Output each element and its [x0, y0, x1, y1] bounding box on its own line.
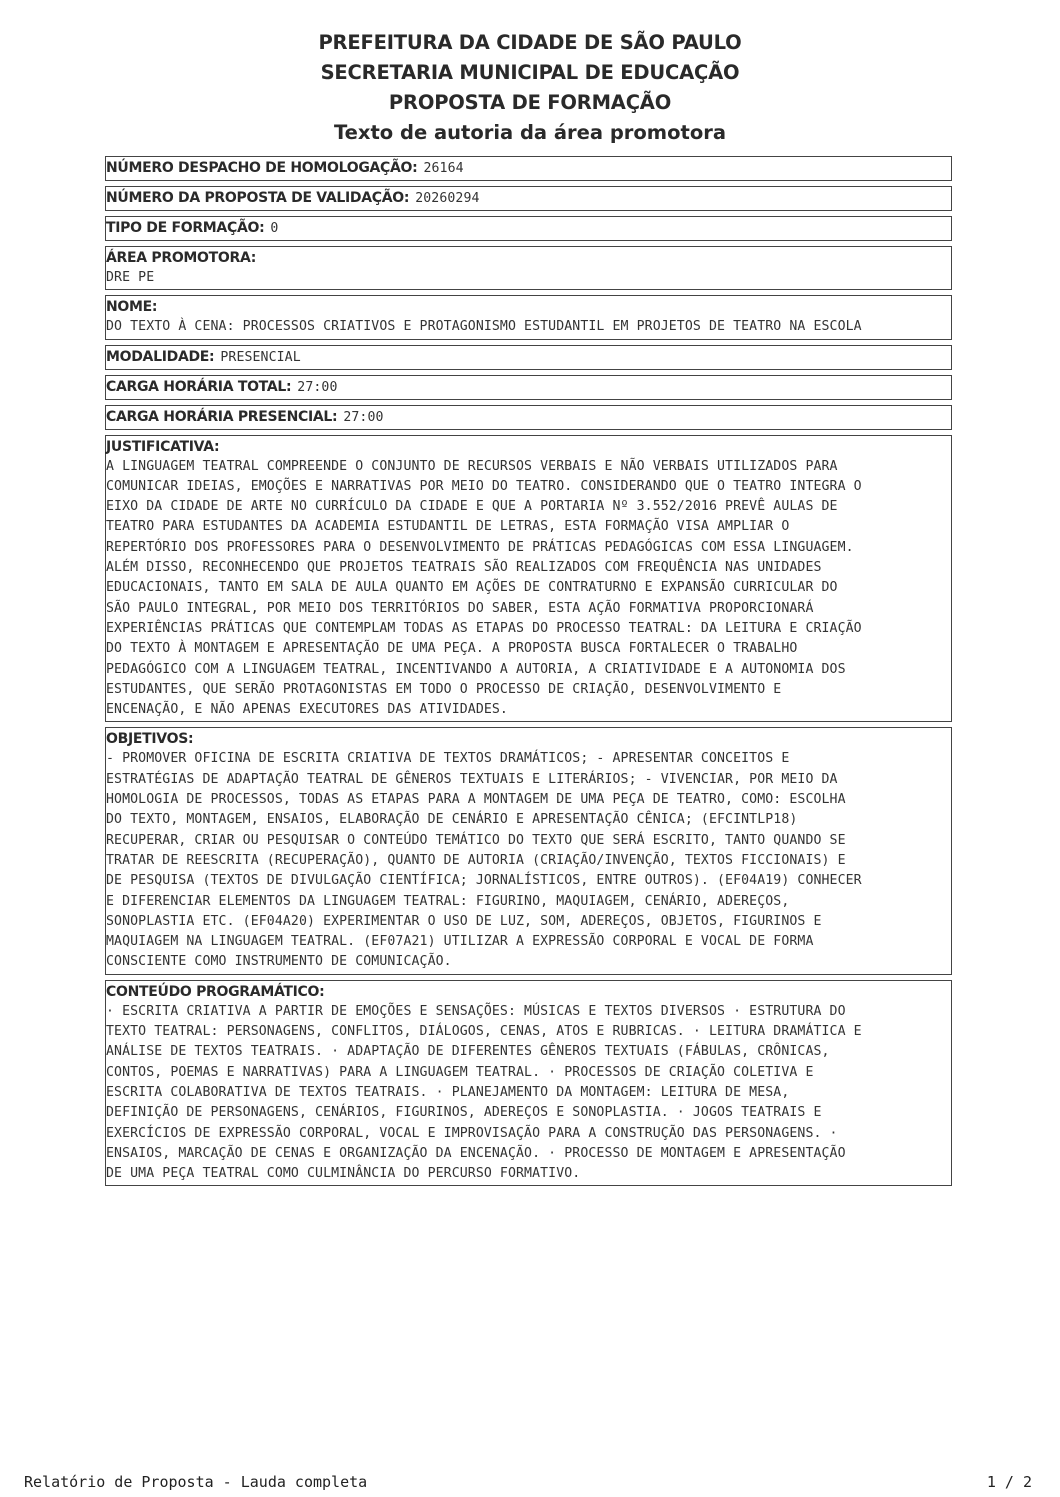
field-validacao-value: 20260294: [415, 191, 480, 206]
field-objetivos-value: - PROMOVER OFICINA DE ESCRITA CRIATIVA DE TEXTOS DRAMÁTICOS; - APRESENTAR CONCEITOS E ESTRATÉGIAS DE ADAPTAÇÃO TEATRAL DE GÊNEROS TEXTUAIS E LITERÁRIOS; - VIVENCIAR, POR MEIO DA HOMOLOGIA DE PROCESSOS, TODAS AS ETAPAS PARA A MONTAGEM DE UMA PEÇA DE TEATRO, COMO: ESCOLHA DO TEXTO, MONTAGEM, ENSAIOS, ELABORAÇÃO DE CENÁRIO E APRESENTAÇÃO CÊNICA; (EFCINTLP18) RECUPERAR, CRIAR OU PESQUISAR O CONTEÚDO TEMÁTICO DO TEXTO QUE SERÁ ESCRITO, TANTO QUANDO SE TRATAR DE REESCRITA (RECUPERAÇÃO), QUANTO DE AUTORIA (CRIAÇÃO/INVENÇÃO, TEXTOS FICCIONAIS) E DE PESQUISA (TEXTOS DE DIVULGAÇÃO CIENTÍFICA; JORNALÍSTICOS, ENTRE OUTROS). (EF04A19) CONHECER E DIFERENCIAR ELEMENTOS DA LINGUAGEM TEATRAL: FIGURINO, MAQUIAGEM, CENÁRIO, ADEREÇOS, SONOPLASTIA ETC. (EF04A20) EXPERIMENTAR O USO DE LUZ, SOM, ADEREÇOS, OBJETOS, FIGURINOS E MAQUIAGEM NA LINGUAGEM TEATRAL. (EF07A21) UTILIZAR A EXPRESSÃO CORPORAL E VOCAL DE FORMA CONSCIENTE COMO INSTRUMENTO DE COMUNICAÇÃO.: [106, 751, 862, 970]
field-tipo: [105, 216, 952, 241]
field-justificativa-label: JUSTIFICATIVA:: [106, 438, 220, 455]
field-objetivos-label: OBJETIVOS:: [106, 731, 194, 748]
field-despacho-label: NÚMERO DESPACHO DE HOMOLOGAÇÃO:: [106, 160, 418, 176]
field-carga-presencial-value: 27:00: [343, 409, 384, 425]
footer-report-title: Relatório de Proposta - Lauda completa: [24, 1473, 368, 1491]
field-carga-total-label: CARGA HORÁRIA TOTAL:: [106, 378, 292, 395]
field-justificativa-value: A LINGUAGEM TEATRAL COMPREENDE O CONJUNTO DE RECURSOS VERBAIS E NÃO VERBAIS UTILIZADOS PARA COMUNICAR IDEIAS, EMOÇÕES E NARRATIVAS POR MEIO DO TEATRO. CONSIDERANDO QUE O TEATRO INTEGRA O EIXO DA CIDADE DE ARTE NO CURRÍCULO DA CIDADE E QUE A PORTARIA Nº 3.552/2016 PREVÊ AULAS DE TEATRO PARA ESTUDANTES DA ACADEMIA ESTUDANTIL DE LETRAS, ESTA FORMAÇÃO VISA AMPLIAR O REPERTÓRIO DOS PROFESSORES PARA O DESENVOLVIMENTO DE PRÁTICAS PEDAGÓGICAS COM ESSA LINGUAGEM. ALÉM DISSO, RECONHECENDO QUE PROJETOS TEATRAIS SÃO REALIZADOS COM FREQUÊNCIA NAS UNIDADES EDUCACIONAIS, TANTO EM SALA DE AULA QUANTO EM AÇÕES DE CONTRATURNO E EXPANSÃO CURRICULAR DO SÃO PAULO INTEGRAL, POR MEIO DOS TERRITÓRIOS DO SABER, ESTA AÇÃO FORMATIVA PROPORCIONARÁ EXPERIÊNCIAS PRÁTICAS QUE CONTEMPLAM TODAS AS ETAPAS DO PROCESSO TEATRAL: DA LEITURA E CRIAÇÃO DO TEXTO À MONTAGEM E APRESENTAÇÃO DE UMA PEÇA. A PROPOSTA BUSCA FORTALECER O TRABALHO PEDAGÓGICO COM A LINGUAGEM TEATRAL, INCENTIVANDO A AUTORIA, A CRIATIVIDADE E A AUTONOMIA DOS ESTUDANTES, QUE SERÃO PROTAGONISTAS EM TODO O PROCESSO DE CRIAÇÃO, DESENVOLVIMENTO E ENCENAÇÃO, E NÃO APENAS EXECUTORES DAS ATIVIDADES.: [106, 458, 862, 718]
field-nome-label: NOME:: [106, 299, 158, 316]
header-secretaria: SECRETARIA MUNICIPAL DE EDUCAÇÃO: [320, 61, 740, 84]
field-nome-value: DO TEXTO À CENA: PROCESSOS CRIATIVOS E PROTAGONISMO ESTUDANTIL EM PROJETOS DE TEATRO NA ESCOLA: [106, 319, 862, 335]
field-conteudo: [105, 980, 952, 1187]
header-subtitle: Texto de autoria da área promotora: [333, 121, 727, 144]
field-tipo-value: 0: [270, 221, 279, 236]
field-objetivos: [105, 727, 952, 974]
field-justificativa: [105, 435, 952, 723]
header-prefeitura: PREFEITURA DA CIDADE DE SÃO PAULO: [318, 31, 742, 54]
proposal-fields: [105, 156, 952, 1191]
field-area: [105, 246, 952, 290]
field-carga-total-value: 27:00: [297, 379, 338, 395]
field-carga-presencial: [105, 405, 952, 430]
document-header: [0, 28, 1060, 148]
field-tipo-label: TIPO DE FORMAÇÃO:: [106, 220, 265, 236]
field-modalidade-label: MODALIDADE:: [106, 348, 215, 365]
field-conteudo-value: · ESCRITA CRIATIVA A PARTIR DE EMOÇÕES E SENSAÇÕES: MÚSICAS E TEXTOS DIVERSOS · ESTRUTURA DO TEXTO TEATRAL: PERSONAGENS, CONFLITOS, DIÁLOGOS, CENAS, ATOS E RUBRICAS. · LEITURA DRAMÁTICA E ANÁLISE DE TEXTOS TEATRAIS. · ADAPTAÇÃO DE DIFERENTES GÊNEROS TEXTUAIS (FÁBULAS, CRÔNICAS, CONTOS, POEMAS E NARRATIVAS) PARA A LINGUAGEM TEATRAL. · PROCESSOS DE CRIAÇÃO COLETIVA E ESCRITA COLABORATIVA DE TEXTOS TEATRAIS. · PLANEJAMENTO DA MONTAGEM: LEITURA DE MESA, DEFINIÇÃO DE PERSONAGENS, CENÁRIOS, FIGURINOS, ADEREÇOS E SONOPLASTIA. · JOGOS TEATRAIS E EXERCÍCIOS DE EXPRESSÃO CORPORAL, VOCAL E IMPROVISAÇÃO PARA A CONSTRUÇÃO DAS PERSONAGENS. · ENSAIOS, MARCAÇÃO DE CENAS E ORGANIZAÇÃO DA ENCENAÇÃO. · PROCESSO DE MONTAGEM E APRESENTAÇÃO DE UMA PEÇA TEATRAL COMO CULMINÂNCIA DO PERCURSO FORMATIVO.: [106, 1003, 862, 1182]
header-proposta: PROPOSTA DE FORMAÇÃO: [388, 91, 672, 114]
field-carga-presencial-label: CARGA HORÁRIA PRESENCIAL:: [106, 408, 338, 425]
footer-page-number: 1 / 2: [986, 1473, 1032, 1491]
field-area-value: DRE PE: [106, 270, 155, 285]
field-nome: [105, 295, 952, 339]
field-modalidade: [105, 345, 952, 370]
field-carga-total: [105, 375, 952, 400]
field-despacho-value: 26164: [423, 161, 464, 176]
field-validacao-label: NÚMERO DA PROPOSTA DE VALIDAÇÃO:: [106, 190, 410, 206]
field-validacao: [105, 186, 952, 211]
field-area-label: ÁREA PROMOTORA:: [106, 250, 257, 266]
field-despacho: [105, 156, 952, 181]
field-conteudo-label: CONTEÚDO PROGRAMÁTICO:: [106, 983, 325, 1000]
field-modalidade-value: PRESENCIAL: [220, 349, 301, 365]
